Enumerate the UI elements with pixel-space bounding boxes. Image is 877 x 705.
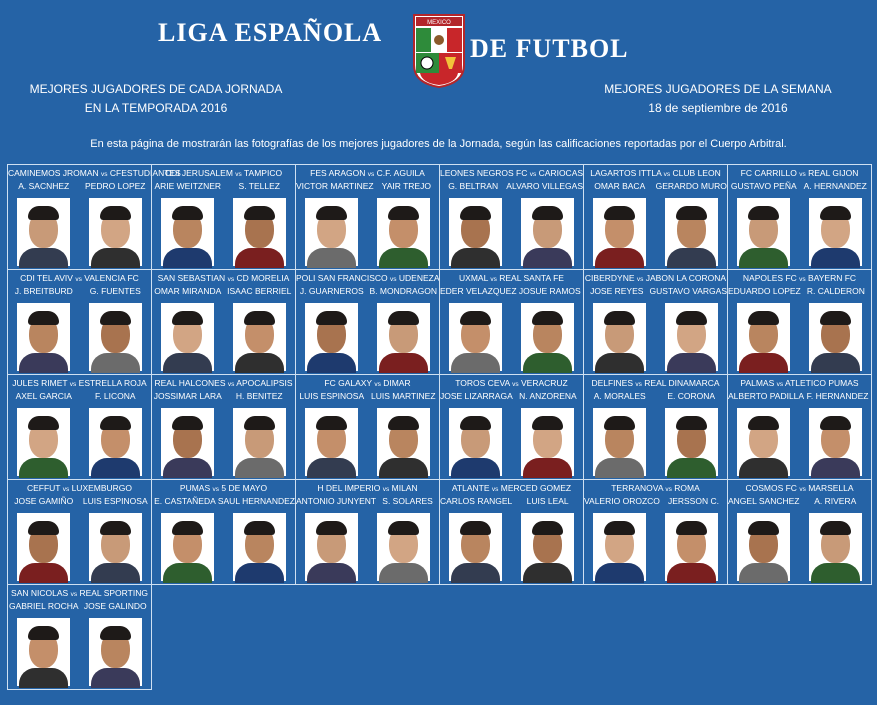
match-title [440, 483, 583, 493]
home-team: CIBERDYNE [584, 273, 635, 283]
mexico-crest-logo [412, 13, 466, 89]
player-photos [440, 303, 583, 371]
player-name: OMAR MIRANDA [154, 286, 222, 296]
match-card [7, 584, 152, 690]
player-photo [377, 513, 430, 581]
match-card [439, 164, 584, 270]
away-team: CLUB LEON [672, 168, 721, 178]
match-card [7, 374, 152, 480]
player-name: F. HERNANDEZ [806, 391, 869, 401]
player-photo [809, 198, 862, 266]
player-photo [305, 198, 358, 266]
player-photos [728, 408, 871, 476]
vs-label: vs [62, 486, 70, 493]
player-photos [152, 303, 295, 371]
player-name: E. CASTAÑEDA [154, 496, 216, 506]
away-team: UDENEZA [398, 273, 440, 283]
player-photo [809, 303, 862, 371]
player-photo [89, 513, 142, 581]
player-name: VICTOR MARTINEZ [296, 181, 374, 191]
player-photo [737, 303, 790, 371]
player-photos [296, 513, 439, 581]
season-subtitle-line1: MEJORES JUGADORES DE CADA JORNADA [29, 82, 283, 96]
player-name: AXEL GARCIA [15, 391, 72, 401]
home-team: LEONES NEGROS FC [440, 168, 528, 178]
player-name: LUIS ESPINOSA [82, 496, 148, 506]
player-name: A. RIVERA [814, 496, 857, 506]
player-photo [737, 198, 790, 266]
player-names [440, 181, 583, 191]
vs-label: vs [75, 276, 82, 283]
player-names [584, 496, 727, 506]
player-name: J. BREITBURD [14, 286, 73, 296]
away-team: MARSELLA [808, 483, 854, 493]
player-photo [521, 513, 574, 581]
away-team: ESTRELLA ROJA [78, 378, 147, 388]
away-team: ATLETICO PUMAS [785, 378, 859, 388]
player-photo [449, 513, 502, 581]
away-team: C.F. AGUILA [376, 168, 425, 178]
player-name: A. SACNHEZ [18, 181, 70, 191]
home-team: TERRANOVA [611, 483, 664, 493]
player-name: G. FUENTES [89, 286, 141, 296]
player-name: LUIS MARTINEZ [370, 391, 436, 401]
match-title [728, 168, 871, 178]
match-card [295, 479, 440, 585]
player-names [8, 391, 151, 401]
player-name: ALBERTO PADILLA [728, 391, 805, 401]
player-photo [521, 408, 574, 476]
player-name: GERARDO MURO [655, 181, 727, 191]
vs-label: vs [799, 276, 806, 283]
home-team: FES ARAGON [310, 168, 366, 178]
player-names [728, 181, 871, 191]
player-name: EDER VELAZQUEZ [440, 286, 517, 296]
player-photo [89, 198, 142, 266]
player-photo [449, 198, 502, 266]
player-names [296, 391, 439, 401]
player-name: GUSTAVO VARGAS [649, 286, 727, 296]
match-title [296, 168, 439, 178]
player-photos [440, 513, 583, 581]
intro-text: En esta página de mostrarán las fotografías de los mejores jugadores de la Jornada, según las calificaciones reportadas por el Cuerpo Arbitral. [90, 138, 787, 150]
player-names [152, 391, 295, 401]
player-name: F. LICONA [94, 391, 136, 401]
vs-label: vs [665, 486, 672, 493]
away-team: ROMA [674, 483, 700, 493]
home-team: FC CARRILLO [740, 168, 797, 178]
match-title [8, 483, 151, 493]
home-team: SAN NICOLAS [11, 588, 69, 598]
away-team: TAMPICO [244, 168, 283, 178]
home-team: ATLANTE [451, 483, 490, 493]
match-card [583, 479, 728, 585]
player-photo [17, 303, 70, 371]
svg-text:MEXICO: MEXICO [427, 20, 451, 26]
player-names [584, 286, 727, 296]
player-photos [584, 198, 727, 266]
player-photo [161, 513, 214, 581]
vs-label: vs [70, 591, 78, 598]
player-photo [17, 408, 70, 476]
player-photo [521, 198, 574, 266]
home-team: REAL HALCONES [154, 378, 226, 388]
match-title [728, 483, 871, 493]
vs-label: vs [212, 486, 220, 493]
vs-label: vs [490, 276, 497, 283]
player-name: S. SOLARES [382, 496, 433, 506]
player-photo [377, 303, 430, 371]
player-photo [665, 513, 718, 581]
player-name: E. CORONA [667, 391, 716, 401]
home-team: JULES RIMET [12, 378, 68, 388]
match-title [728, 378, 871, 388]
home-team: CDI TEL AVIV [20, 273, 73, 283]
home-team: UXMAL [459, 273, 488, 283]
player-names [152, 181, 295, 191]
player-photos [8, 408, 151, 476]
player-names [8, 286, 151, 296]
match-title [8, 168, 181, 178]
vs-label: vs [512, 381, 519, 388]
match-title [152, 378, 295, 388]
player-name: SAUL HERNANDEZ [217, 496, 295, 506]
site-title-left: LIGA ESPAÑOLA [158, 18, 383, 47]
player-photo [665, 198, 718, 266]
home-team: DELFINES [591, 378, 634, 388]
home-team: CAMINEMOS JROMAN [8, 168, 99, 178]
player-photo [665, 303, 718, 371]
home-team: TOROS CEVA [455, 378, 510, 388]
home-team: CDI JERUSALEM [164, 168, 233, 178]
match-title [152, 483, 295, 493]
away-team: CFESTUDIANTES [109, 168, 181, 178]
player-name: JOSE REYES [590, 286, 644, 296]
vs-label: vs [235, 171, 242, 178]
player-name: A. HERNANDEZ [803, 181, 867, 191]
match-card [7, 479, 152, 585]
player-photo [449, 408, 502, 476]
player-names [8, 181, 151, 191]
player-photo [809, 408, 862, 476]
match-card [727, 479, 872, 585]
home-team: CEFFUT [26, 483, 61, 493]
player-photo [521, 303, 574, 371]
player-photo [17, 618, 70, 686]
player-photo [809, 513, 862, 581]
player-photo [449, 303, 502, 371]
player-photo [593, 408, 646, 476]
vs-label: vs [101, 171, 108, 178]
player-photo [161, 198, 214, 266]
vs-label: vs [227, 381, 235, 388]
match-card [151, 269, 296, 375]
players-grid [7, 164, 871, 689]
player-name: VALERIO OROZCO [584, 496, 660, 506]
match-title [8, 273, 151, 283]
home-team: PUMAS [179, 483, 211, 493]
player-name: JOSE GAMIÑO [14, 496, 74, 506]
player-photos [8, 303, 151, 371]
player-names [152, 286, 295, 296]
match-title [440, 168, 583, 178]
player-names [440, 391, 583, 401]
match-card [727, 164, 872, 270]
vs-label: vs [529, 171, 537, 178]
player-name: JOSUE RAMOS [518, 286, 581, 296]
match-title [152, 273, 295, 283]
player-photo [305, 513, 358, 581]
player-name: ISAAC BERRIEL [227, 286, 292, 296]
away-team: VALENCIA FC [84, 273, 139, 283]
player-photos [8, 513, 151, 581]
vs-label: vs [367, 171, 375, 178]
player-photos [152, 408, 295, 476]
player-photo [161, 303, 214, 371]
match-title [584, 483, 727, 493]
home-team: H DEL IMPERIO [317, 483, 381, 493]
player-name: H. BENITEZ [235, 391, 283, 401]
player-photos [728, 513, 871, 581]
match-card [7, 269, 152, 375]
match-card [295, 374, 440, 480]
player-names [8, 601, 151, 611]
player-photos [8, 618, 151, 686]
player-photo [305, 303, 358, 371]
match-title [728, 273, 871, 283]
player-name: JOSSIMAR LARA [153, 391, 222, 401]
home-team: SAN SEBASTIAN [157, 273, 226, 283]
player-photo [89, 408, 142, 476]
player-photo [305, 408, 358, 476]
player-name: LUIS ESPINOSA [299, 391, 365, 401]
player-photo [377, 198, 430, 266]
player-photos [440, 408, 583, 476]
away-team: BAYERN FC [808, 273, 857, 283]
away-team: REAL SANTA FE [499, 273, 564, 283]
match-card [295, 164, 440, 270]
week-subtitle [580, 80, 856, 118]
vs-label: vs [374, 381, 381, 388]
player-photo [593, 513, 646, 581]
match-card [727, 269, 872, 375]
away-team: MILAN [391, 483, 418, 493]
player-names [152, 496, 295, 506]
player-name: G. BELTRAN [448, 181, 499, 191]
player-name: CARLOS RANGEL [440, 496, 513, 506]
player-names [296, 181, 439, 191]
player-photos [152, 513, 295, 581]
player-names [440, 496, 583, 506]
away-team: APOCALIPSIS [236, 378, 293, 388]
player-photo [665, 408, 718, 476]
match-card [439, 374, 584, 480]
away-team: MERCED GOMEZ [500, 483, 572, 493]
player-photos [584, 513, 727, 581]
vs-label: vs [635, 381, 642, 388]
vs-label: vs [799, 486, 806, 493]
home-team: NAPOLES FC [742, 273, 797, 283]
match-card [439, 479, 584, 585]
player-photo [737, 513, 790, 581]
player-photo [17, 513, 70, 581]
player-names [728, 496, 871, 506]
player-name: N. ANZORENA [519, 391, 577, 401]
player-photo [17, 198, 70, 266]
player-photo [593, 198, 646, 266]
week-date: 18 de septiembre de 2016 [648, 101, 788, 115]
away-team: VERACRUZ [520, 378, 568, 388]
season-subtitle-line2: EN LA TEMPORADA 2016 [84, 101, 228, 115]
player-photos [296, 408, 439, 476]
player-photo [233, 198, 286, 266]
match-title [440, 378, 583, 388]
player-name: ANTONIO JUNYENT [296, 496, 377, 506]
away-team: CD MORELIA [236, 273, 290, 283]
match-card [151, 479, 296, 585]
match-card [439, 269, 584, 375]
away-team: REAL SPORTING [79, 588, 148, 598]
player-photos [584, 303, 727, 371]
player-photo [233, 303, 286, 371]
player-names [296, 286, 439, 296]
vs-label: vs [382, 486, 390, 493]
match-title [440, 273, 583, 283]
vs-label: vs [390, 276, 397, 283]
home-team: PALMAS [740, 378, 775, 388]
match-title [584, 378, 727, 388]
home-team: FC GALAXY [324, 378, 372, 388]
player-photo [737, 408, 790, 476]
home-team: POLI SAN FRANCISCO [296, 273, 388, 283]
away-team: DIMAR [383, 378, 411, 388]
match-card [151, 374, 296, 480]
player-photo [89, 618, 142, 686]
player-names [440, 286, 583, 296]
player-name: R. CALDERON [806, 286, 865, 296]
season-subtitle [18, 80, 294, 118]
player-name: JOSE GALINDO [83, 601, 147, 611]
player-name: A. MORALES [593, 391, 646, 401]
player-photo [233, 513, 286, 581]
week-subtitle-line1: MEJORES JUGADORES DE LA SEMANA [604, 82, 832, 96]
away-team: LUXEMBURGO [71, 483, 133, 493]
match-title [296, 273, 439, 283]
match-card [7, 164, 181, 270]
player-photos [296, 198, 439, 266]
player-name: EDUARDO LOPEZ [728, 286, 801, 296]
player-photos [440, 198, 583, 266]
player-name: GABRIEL ROCHA [8, 601, 79, 611]
player-names [8, 496, 151, 506]
match-title [296, 378, 439, 388]
player-names [728, 391, 871, 401]
player-names [584, 181, 727, 191]
vs-label: vs [69, 381, 77, 388]
home-team: COSMOS FC [745, 483, 797, 493]
away-team: REAL DINAMARCA [644, 378, 720, 388]
vs-label: vs [776, 381, 784, 388]
match-title [584, 168, 727, 178]
player-name: ARIE WEITZNER [154, 181, 222, 191]
player-photos [296, 303, 439, 371]
vs-label: vs [491, 486, 499, 493]
site-title-right: DE FUTBOL [470, 34, 629, 63]
player-name: OMAR BACA [594, 181, 646, 191]
home-team: LAGARTOS ITTLA [590, 168, 662, 178]
player-name: LUIS LEAL [526, 496, 569, 506]
player-name: YAIR TREJO [381, 181, 431, 191]
player-photo [377, 408, 430, 476]
player-name: JOSE LIZARRAGA [440, 391, 513, 401]
player-photos [728, 303, 871, 371]
page-header [0, 0, 877, 130]
match-card [151, 164, 296, 270]
player-name: JERSSON C. [667, 496, 719, 506]
match-card [583, 374, 728, 480]
player-photos [728, 198, 871, 266]
vs-label: vs [663, 171, 671, 178]
match-title [296, 483, 439, 493]
player-photo [161, 408, 214, 476]
player-names [728, 286, 871, 296]
away-team: JABON LA CORONA [645, 273, 727, 283]
player-photo [593, 303, 646, 371]
player-photos [8, 198, 151, 266]
player-photo [89, 303, 142, 371]
match-title [8, 588, 151, 598]
away-team: 5 DE MAYO [221, 483, 268, 493]
player-photo [233, 408, 286, 476]
vs-label: vs [799, 171, 806, 178]
player-name: J. GUARNEROS [299, 286, 364, 296]
player-name: PEDRO LOPEZ [85, 181, 146, 191]
match-title [8, 378, 151, 388]
player-name: GUSTAVO PEÑA [730, 181, 797, 191]
player-photos [152, 198, 295, 266]
player-name: S. TELLEZ [238, 181, 280, 191]
player-names [296, 496, 439, 506]
player-name: B. MONDRAGON [369, 286, 438, 296]
match-card [583, 269, 728, 375]
player-name: ANGEL SANCHEZ [728, 496, 800, 506]
vs-label: vs [636, 276, 644, 283]
player-names [584, 391, 727, 401]
match-title [152, 168, 295, 178]
match-card [295, 269, 440, 375]
away-team: REAL GIJON [808, 168, 859, 178]
player-photos [584, 408, 727, 476]
match-title [584, 273, 727, 283]
match-card [583, 164, 728, 270]
vs-label: vs [227, 276, 235, 283]
match-card [727, 374, 872, 480]
player-name: ALVARO VILLEGAS [506, 181, 583, 191]
away-team: CARIOCAS [538, 168, 584, 178]
